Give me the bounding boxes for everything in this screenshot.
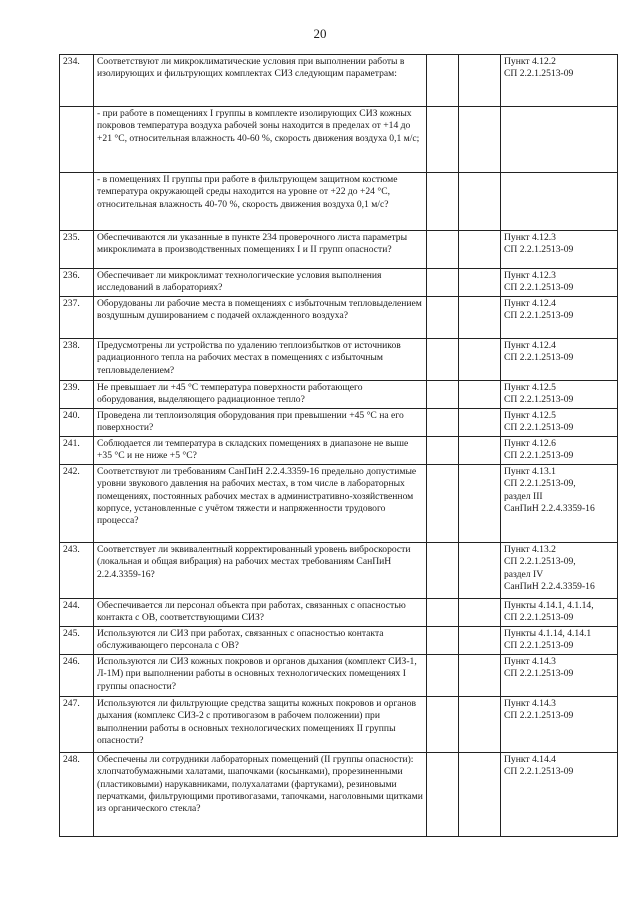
row-number: 245. <box>60 627 94 655</box>
answer-cell-yes[interactable] <box>427 231 459 269</box>
reference-line: Пункт 4.14.3 <box>504 698 556 709</box>
question-text: Проведена ли теплоизоляция оборудования при превышении +45 °С на его поверхности? <box>94 409 427 437</box>
answer-cell-no[interactable] <box>459 437 501 465</box>
question-text: Соблюдается ли температура в складских помещениях в диапазоне не выше +35 °С и не ниже +5 °С? <box>94 437 427 465</box>
table-row <box>60 627 618 655</box>
reference-line: СП 2.2.1.2513-09 <box>504 450 574 462</box>
row-number: 239. <box>60 381 94 409</box>
row-number: 244. <box>60 599 94 627</box>
answer-cell-no[interactable] <box>459 409 501 437</box>
table-row <box>60 599 618 627</box>
row-number: 236. <box>60 269 94 297</box>
reference-line: Пункт 4.13.1 <box>504 466 556 477</box>
reference-line: Пункт 4.12.3 <box>504 270 556 281</box>
row-number: 248. <box>60 753 94 837</box>
table-row <box>60 381 618 409</box>
legal-reference <box>501 107 618 173</box>
legal-reference <box>501 655 618 697</box>
answer-cell-yes[interactable] <box>427 543 459 599</box>
question-text: Соответствует ли эквивалентный корректированный уровень виброскорости (локальная и общая вибрация) на рабочих местах требованиям СанПиН 2.2.4.3359-16? <box>94 543 427 599</box>
legal-reference <box>501 543 618 599</box>
legal-reference <box>501 465 618 543</box>
question-text: Соответствуют ли требованиям СанПиН 2.2.4.3359-16 предельно допустимые уровни звукового давления на рабочих местах, в том числе в лабораторных помещениях, постоянных рабочих местах в административно-хозяйственном корпусе, установленные с учётом тяжести и напряженности трудового процесса? <box>94 465 427 543</box>
reference-line: СП 2.2.1.2513-09, <box>504 478 576 490</box>
row-number: 243. <box>60 543 94 599</box>
reference-line: СП 2.2.1.2513-09 <box>504 310 574 322</box>
table-row <box>60 107 618 173</box>
answer-cell-yes[interactable] <box>427 655 459 697</box>
table-row <box>60 339 618 381</box>
answer-cell-yes[interactable] <box>427 697 459 753</box>
sub-question-text: - в помещениях II группы при работе в фильтрующем защитном костюме температура окружающей среды находится на уровне от +22 до +24 °С, относительная влажность 40-70 %, скорость движения воздуха 0,1 м/с? <box>94 173 427 231</box>
question-text: Используются ли СИЗ кожных покровов и органов дыхания (комплект СИЗ-1, Л-1М) при выполнении работы в основных технологических помещениях I группы опасности? <box>94 655 427 697</box>
answer-cell-no[interactable] <box>459 599 501 627</box>
row-number <box>60 173 94 231</box>
table-row <box>60 655 618 697</box>
answer-cell-no[interactable] <box>459 297 501 339</box>
answer-cell-yes[interactable] <box>427 107 459 173</box>
row-number: 247. <box>60 697 94 753</box>
answer-cell-no[interactable] <box>459 381 501 409</box>
reference-line: СанПиН 2.2.4.3359-16 <box>504 580 595 592</box>
reference-line: СП 2.2.1.2513-09, <box>504 556 576 568</box>
legal-reference <box>501 627 618 655</box>
answer-cell-yes[interactable] <box>427 297 459 339</box>
reference-line: Пункт 4.14.4 <box>504 754 556 765</box>
table-row <box>60 409 618 437</box>
answer-cell-yes[interactable] <box>427 627 459 655</box>
answer-cell-no[interactable] <box>459 753 501 837</box>
table-row <box>60 465 618 543</box>
legal-reference <box>501 297 618 339</box>
reference-line: раздел III <box>504 490 543 502</box>
answer-cell-yes[interactable] <box>427 599 459 627</box>
row-number: 240. <box>60 409 94 437</box>
answer-cell-no[interactable] <box>459 231 501 269</box>
table-row <box>60 753 618 837</box>
reference-line: Пункты 4.1.14, 4.14.1 <box>504 628 592 639</box>
table-row <box>60 269 618 297</box>
reference-line: СП 2.2.1.2513-09 <box>504 640 574 652</box>
reference-line: СП 2.2.1.2513-09 <box>504 394 574 406</box>
answer-cell-yes[interactable] <box>427 437 459 465</box>
question-text: Используются ли фильтрующие средства защиты кожных покровов и органов дыхания (комплекс СИЗ-2 с противогазом в рабочем положении) при выполнении работы в основных технологических помещениях II группы опасности? <box>94 697 427 753</box>
question-text: Не превышает ли +45 °С температура поверхности работающего оборудования, выделяющего радиационное тепло? <box>94 381 427 409</box>
row-number: 241. <box>60 437 94 465</box>
reference-line: СП 2.2.1.2513-09 <box>504 710 574 722</box>
reference-line: СП 2.2.1.2513-09 <box>504 612 574 624</box>
reference-line: СП 2.2.1.2513-09 <box>504 68 574 80</box>
answer-cell-no[interactable] <box>459 269 501 297</box>
question-text: Обеспечиваются ли указанные в пункте 234 проверочного листа параметры микроклимата в производственных помещениях I и II групп опасности? <box>94 231 427 269</box>
table-row <box>60 55 618 107</box>
question-text: Предусмотрены ли устройства по удалению теплоизбытков от источников радиационного тепла на рабочих местах в помещениях с избыточным тепловыделением? <box>94 339 427 381</box>
checklist-table <box>59 54 618 837</box>
table-row <box>60 697 618 753</box>
reference-line: СП 2.2.1.2513-09 <box>504 352 574 364</box>
legal-reference <box>501 753 618 837</box>
table-row <box>60 437 618 465</box>
legal-reference <box>501 269 618 297</box>
row-number: 238. <box>60 339 94 381</box>
reference-line: СП 2.2.1.2513-09 <box>504 282 574 294</box>
question-text: Обеспечивается ли персонал объекта при работах, связанных с опасностью контакта с ОВ, соответствующими СИЗ? <box>94 599 427 627</box>
answer-cell-yes[interactable] <box>427 339 459 381</box>
answer-cell-no[interactable] <box>459 543 501 599</box>
answer-cell-yes[interactable] <box>427 269 459 297</box>
answer-cell-yes[interactable] <box>427 55 459 107</box>
answer-cell-no[interactable] <box>459 697 501 753</box>
reference-line: Пункт 4.14.3 <box>504 656 556 667</box>
reference-line: СанПиН 2.2.4.3359-16 <box>504 502 595 514</box>
reference-line: Пункт 4.12.2 <box>504 56 556 67</box>
reference-line: Пункт 4.12.3 <box>504 232 556 243</box>
reference-line: Пункт 4.12.4 <box>504 298 556 309</box>
question-text: Обеспечены ли сотрудники лабораторных помещений (II группы опасности): хлопчатобумажными халатами, шапочками (косынками), прорезиненными (пластиковыми) нарукавниками, полухалатами (фартуками), резиновыми перчатками, фильтрующими противогазами, тапочками, наголовными щитками из органического стекла? <box>94 753 427 837</box>
reference-line: СП 2.2.1.2513-09 <box>504 244 574 256</box>
question-text: Оборудованы ли рабочие места в помещениях с избыточным тепловыделением воздушным душированием с подачей охлажденного воздуха? <box>94 297 427 339</box>
answer-cell-no[interactable] <box>459 173 501 231</box>
legal-reference <box>501 599 618 627</box>
reference-line: СП 2.2.1.2513-09 <box>504 422 574 434</box>
row-number: 234. <box>60 55 94 107</box>
answer-cell-no[interactable] <box>459 627 501 655</box>
legal-reference <box>501 697 618 753</box>
row-number: 246. <box>60 655 94 697</box>
row-number: 242. <box>60 465 94 543</box>
reference-line: Пункт 4.12.6 <box>504 438 556 449</box>
question-text: Используются ли СИЗ при работах, связанных с опасностью контакта обслуживающего персонала с ОВ? <box>94 627 427 655</box>
answer-cell-yes[interactable] <box>427 409 459 437</box>
reference-line: СП 2.2.1.2513-09 <box>504 668 574 680</box>
table-row <box>60 297 618 339</box>
answer-cell-no[interactable] <box>459 107 501 173</box>
answer-cell-no[interactable] <box>459 55 501 107</box>
reference-line: Пункт 4.12.5 <box>504 410 556 421</box>
reference-line: СП 2.2.1.2513-09 <box>504 766 574 778</box>
table-row <box>60 543 618 599</box>
legal-reference <box>501 409 618 437</box>
answer-cell-yes[interactable] <box>427 173 459 231</box>
question-text: Обеспечивает ли микроклимат технологические условия выполнения исследований в лабораториях? <box>94 269 427 297</box>
question-text: Соответствуют ли микроклиматические условия при выполнении работы в изолирующих и фильтрующих комплектах СИЗ следующим параметрам: <box>94 55 427 107</box>
reference-line: Пункт 4.13.2 <box>504 544 556 555</box>
row-number <box>60 107 94 173</box>
answer-cell-yes[interactable] <box>427 465 459 543</box>
reference-line: Пункт 4.12.4 <box>504 340 556 351</box>
answer-cell-no[interactable] <box>459 655 501 697</box>
reference-line: Пункты 4.14.1, 4.1.14, <box>504 600 594 611</box>
answer-cell-yes[interactable] <box>427 381 459 409</box>
row-number: 237. <box>60 297 94 339</box>
answer-cell-yes[interactable] <box>427 753 459 837</box>
reference-line: Пункт 4.12.5 <box>504 382 556 393</box>
reference-line: раздел IV <box>504 568 544 580</box>
row-number: 235. <box>60 231 94 269</box>
table-row <box>60 173 618 231</box>
legal-reference <box>501 173 618 231</box>
sub-question-text: - при работе в помещениях I группы в комплекте изолирующих СИЗ кожных покровов температура воздуха рабочей зоны находится в пределах от +14 до +21 °С, относительная влажность 40-60 %, скорость движения воздуха 0,1 м/с; <box>94 107 427 173</box>
legal-reference <box>501 55 618 107</box>
legal-reference <box>501 437 618 465</box>
legal-reference <box>501 381 618 409</box>
table-row <box>60 231 618 269</box>
legal-reference <box>501 339 618 381</box>
answer-cell-no[interactable] <box>459 339 501 381</box>
answer-cell-no[interactable] <box>459 465 501 543</box>
page-number: 20 <box>313 26 327 41</box>
legal-reference <box>501 231 618 269</box>
